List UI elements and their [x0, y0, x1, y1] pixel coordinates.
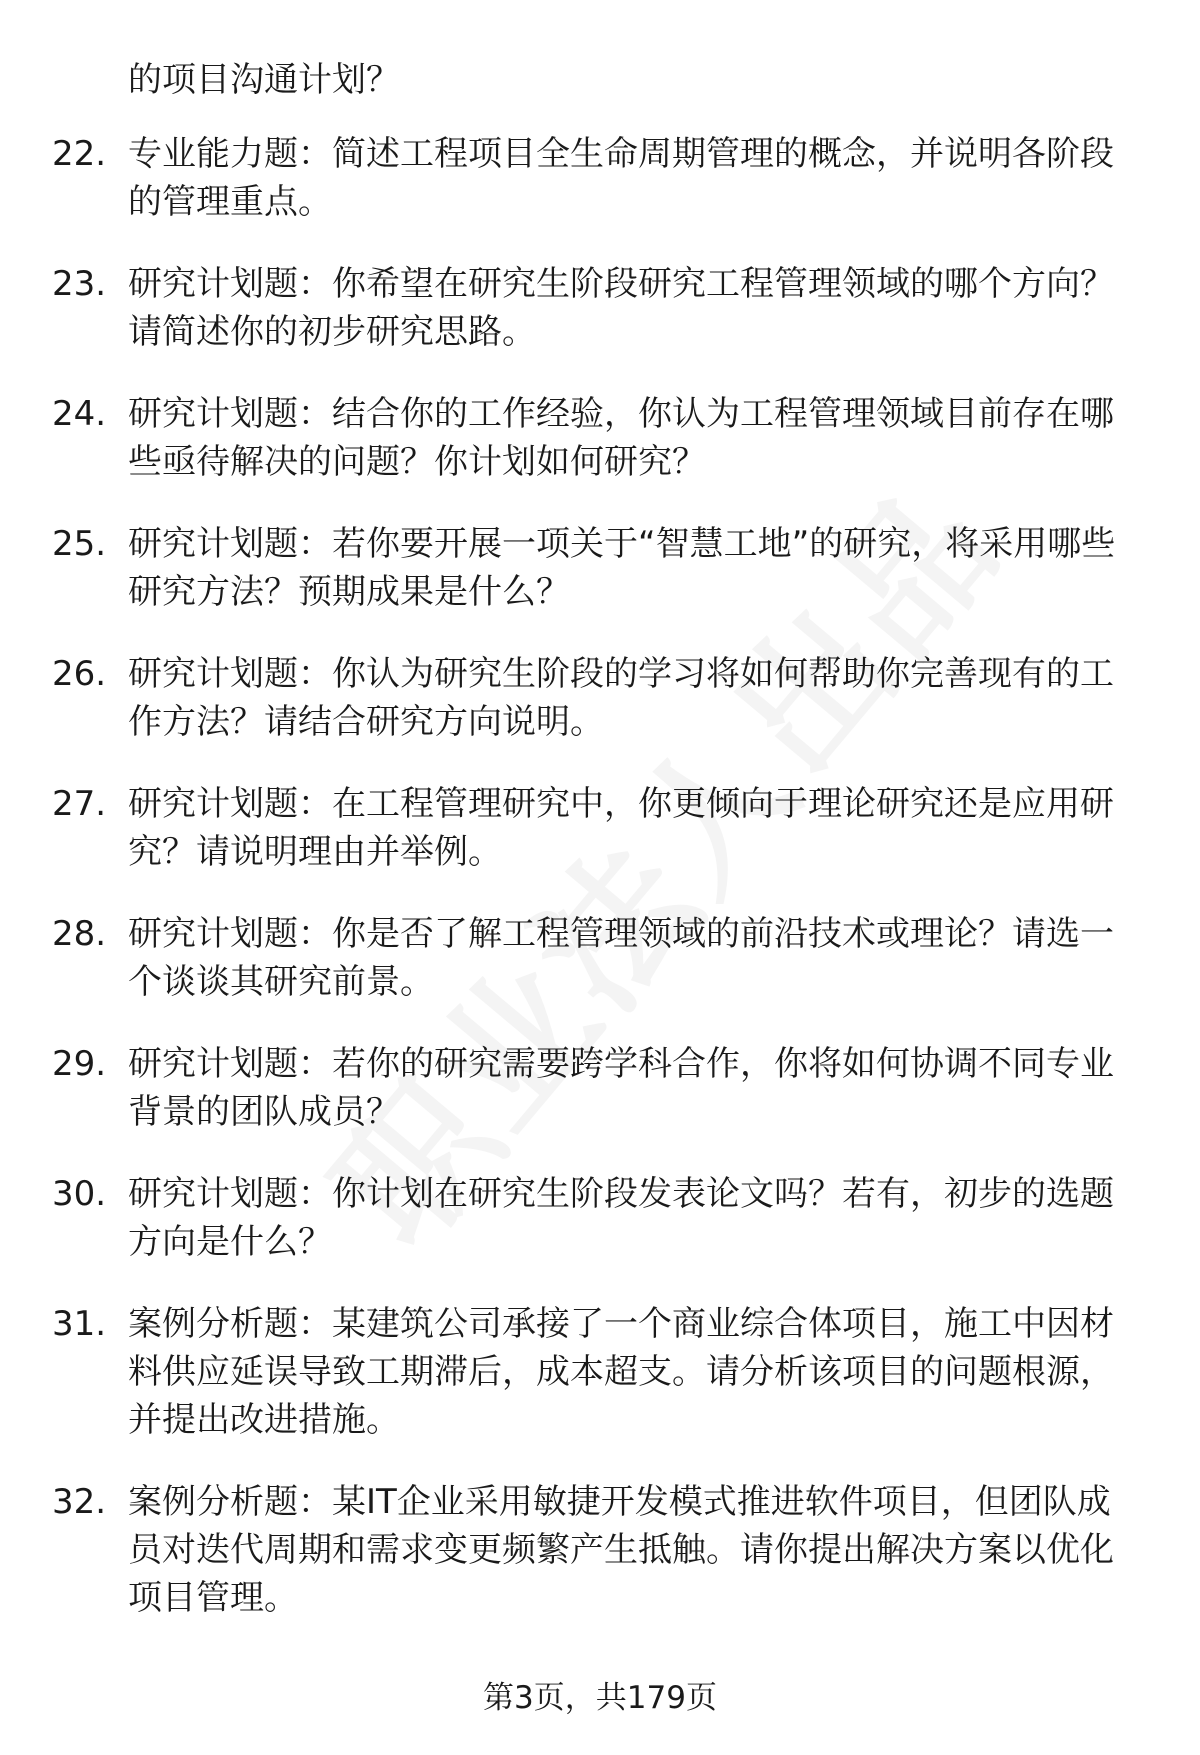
- question-list: [0, 130, 1200, 1656]
- question-number: 28.: [52, 914, 107, 954]
- question-number: 32.: [52, 1482, 107, 1522]
- question-number: 30.: [52, 1174, 107, 1214]
- question-item: [0, 130, 1200, 226]
- question-item: [0, 1300, 1200, 1444]
- question-item: [0, 650, 1200, 746]
- page-footer: 第3页，共179页: [483, 1680, 717, 1716]
- question-text: 专业能力题：简述工程项目全生命周期管理的概念，并说明各阶段的管理重点。: [128, 134, 1114, 222]
- question-text: 研究计划题：结合你的工作经验，你认为工程管理领域目前存在哪些亟待解决的问题？你计划如何研究？: [128, 394, 1114, 482]
- question-number: 31.: [52, 1304, 107, 1344]
- question-text: 研究计划题：若你的研究需要跨学科合作，你将如何协调不同专业背景的团队成员？: [128, 1044, 1114, 1132]
- question-number: 24.: [52, 394, 107, 434]
- question-item: [0, 780, 1200, 876]
- question-text: 研究计划题：若你要开展一项关于“智慧工地”的研究，将采用哪些研究方法？预期成果是什么？: [128, 524, 1116, 612]
- question-item: [0, 910, 1200, 1006]
- question-text: 案例分析题：某IT企业采用敏捷开发模式推进软件项目，但团队成员对迭代周期和需求变更频繁产生抵触。请你提出解决方案以优化项目管理。: [128, 1482, 1114, 1618]
- question-item: [0, 520, 1200, 616]
- question-number: 27.: [52, 784, 107, 824]
- question-number: 25.: [52, 524, 107, 564]
- question-number: 26.: [52, 654, 107, 694]
- question-text: 研究计划题：你认为研究生阶段的学习将如何帮助你完善现有的工作方法？请结合研究方向说明。: [128, 654, 1114, 742]
- question-item: [0, 1170, 1200, 1266]
- question-number: 22.: [52, 134, 107, 174]
- question-text: 研究计划题：你是否了解工程管理领域的前沿技术或理论？请选一个谈谈其研究前景。: [128, 914, 1114, 1002]
- question-number: 23.: [52, 264, 107, 304]
- question-item: [0, 390, 1200, 486]
- question-text: 研究计划题：在工程管理研究中，你更倾向于理论研究还是应用研究？请说明理由并举例。: [128, 784, 1114, 872]
- question-text: 研究计划题：你希望在研究生阶段研究工程管理领域的哪个方向？请简述你的初步研究思路。: [128, 264, 1114, 352]
- question-text: 案例分析题：某建筑公司承接了一个商业综合体项目，施工中因材料供应延误导致工期滞后，成本超支。请分析该项目的问题根源，并提出改进措施。: [128, 1304, 1114, 1440]
- question-text: 研究计划题：你计划在研究生阶段发表论文吗？若有，初步的选题方向是什么？: [128, 1174, 1114, 1262]
- question-item: [0, 1040, 1200, 1136]
- continued-question-text: 的项目沟通计划？: [128, 60, 400, 100]
- question-item: [0, 1478, 1200, 1622]
- question-item: [0, 260, 1200, 356]
- question-number: 29.: [52, 1044, 107, 1084]
